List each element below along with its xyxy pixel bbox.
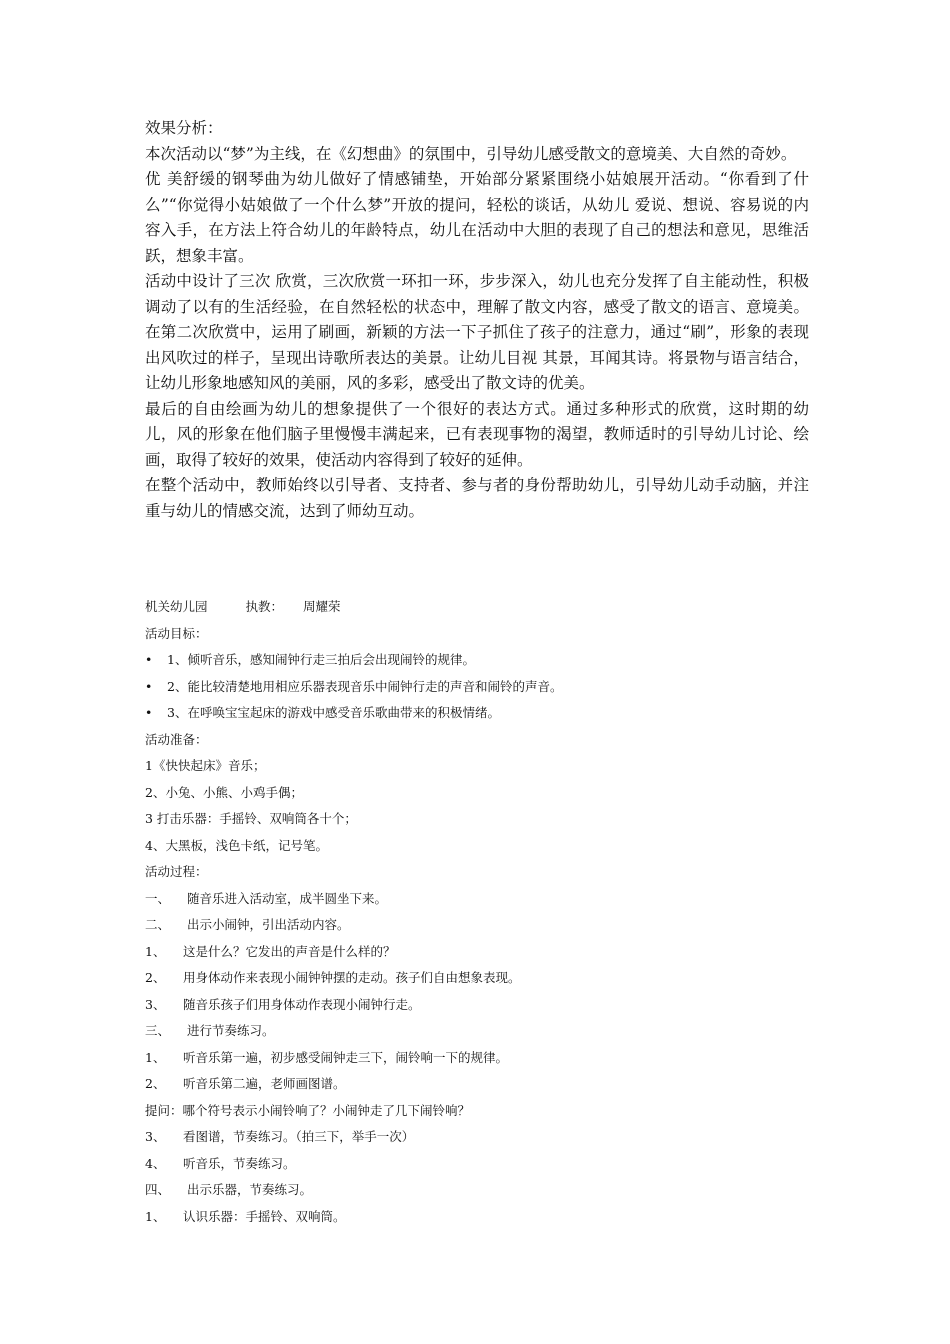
process-number: 1、: [145, 1208, 166, 1224]
process-number: 3、: [145, 996, 166, 1012]
teacher-label: 执教：: [245, 599, 284, 614]
process-number: 2、: [145, 1076, 166, 1091]
process-number: 二、: [145, 917, 171, 932]
bullet-icon: •: [145, 678, 153, 694]
bullet-icon: •: [145, 652, 153, 667]
process-step: 1、 认识乐器：手摇铃、双响筒。: [145, 1204, 809, 1231]
process-section: 四、 出示乐器，节奏练习。: [145, 1177, 809, 1204]
process-title: 活动过程：: [145, 864, 208, 879]
process-number: 4、: [145, 1155, 166, 1171]
process-step: 4、 听音乐，节奏练习。: [145, 1151, 809, 1178]
prep-item: 4、大黑板，浅色卡纸，记号笔。: [145, 837, 328, 853]
prep-title: 活动准备：: [145, 731, 208, 747]
process-number: 一、: [145, 890, 171, 906]
process-section: 二、 出示小闹钟，引出活动内容。: [145, 912, 809, 939]
analysis-paragraph: 本次活动以“梦”为主线，在《幻想曲》的氛围中，引导幼儿感受散文的意境美、大自然的奇妙。: [145, 144, 797, 163]
lesson-plan-section: [145, 594, 809, 1230]
analysis-paragraph: 活动中设计了三次 欣赏，三次欣赏一环扣一环，步步深入，幼儿也充分发挥了自主能动性，积极调动了以有的生活经验，在自然轻松的状态中，理解了散文内容，感受了散文的语言、意境美。在第二次欣赏中，运用了刷画，新颖的方法一下子抓住了孩子的注意力，通过“刷”，形象的表现出风吹过的样子，呈现出诗歌所表达的美景。让幼儿目视 其景，耳闻其诗。将景物与语言结合，让幼儿形象地感知风的美丽，风的多彩，感受出了散文诗的优美。: [145, 272, 809, 392]
goal-item: • 3、在呼唤宝宝起床的游戏中感受音乐歌曲带来的积极情绪。: [145, 700, 809, 727]
process-number: 1、: [145, 1049, 166, 1065]
process-section: 一、 随音乐进入活动室，成半圆坐下来。: [145, 886, 809, 913]
process-question: 提问：哪个符号表示小闹铃响了？小闹钟走了几下闹铃响？: [145, 1102, 471, 1118]
process-number: 三、: [145, 1023, 171, 1038]
analysis-paragraph: 最后的自由绘画为幼儿的想象提供了一个很好的表达方式。通过多种形式的欣赏，这时期的幼儿，风的形象在他们脑子里慢慢丰满起来，已有表现事物的渴望，教师适时的引导幼儿讨论、绘画，取得了较好的效果，使活动内容得到了较好的延伸。: [145, 399, 809, 469]
school-name: 机关幼儿园: [145, 599, 208, 614]
goals-title: 活动目标：: [145, 625, 208, 641]
plan-header: [145, 594, 809, 621]
prep-item: 2、小兔、小熊、小鸡手偶；: [145, 784, 303, 800]
process-step: 3、 看图谱，节奏练习。（拍三下，举手一次）: [145, 1124, 809, 1151]
process-step: 1、 听音乐第一遍，初步感受闹钟走三下，闹铃响一下的规律。: [145, 1045, 809, 1072]
prep-item: 3 打击乐器：手摇铃、双响筒各十个；: [145, 811, 357, 826]
process-step: 3、 随音乐孩子们用身体动作表现小闹钟行走。: [145, 992, 809, 1019]
process-number: 四、: [145, 1182, 171, 1197]
bullet-icon: •: [145, 705, 153, 720]
effect-analysis-section: [145, 116, 809, 524]
teacher-name: 周耀荣: [303, 599, 341, 614]
prep-item: 1《快快起床》音乐；: [145, 758, 266, 773]
analysis-paragraph: 在整个活动中，教师始终以引导者、支持者、参与者的身份帮助幼儿，引导幼儿动手动脑，并注重与幼儿的情感交流，达到了师幼互动。: [145, 476, 809, 520]
process-step: 1、 这是什么？它发出的声音是什么样的？: [145, 939, 809, 966]
process-step: 2、 听音乐第二遍，老师画图谱。: [145, 1071, 809, 1098]
process-number: 1、: [145, 943, 166, 959]
process-step: 2、 用身体动作来表现小闹钟钟摆的走动。孩子们自由想象表现。: [145, 965, 809, 992]
analysis-heading: 效果分析：: [145, 119, 223, 137]
process-number: 3、: [145, 1129, 166, 1144]
goal-item: • 1、倾听音乐，感知闹钟行走三拍后会出现闹铃的规律。: [145, 647, 809, 674]
process-section: 三、 进行节奏练习。: [145, 1018, 809, 1045]
goal-item: • 2、能比较清楚地用相应乐器表现音乐中闹钟行走的声音和闹铃的声音。: [145, 674, 809, 701]
process-number: 2、: [145, 970, 166, 985]
analysis-paragraph: 优 美舒缓的钢琴曲为幼儿做好了情感铺垫，开始部分紧紧围绕小姑娘展开活动。“你看到了什么”“你觉得小姑娘做了一个什么梦”开放的提问，轻松的谈话，从幼儿 爱说、想说、容易说的内容入手，在方法上符合幼儿的年龄特点，幼儿在活动中大胆的表现了自己的想法和意见，思维活跃，想象丰富。: [145, 170, 809, 265]
